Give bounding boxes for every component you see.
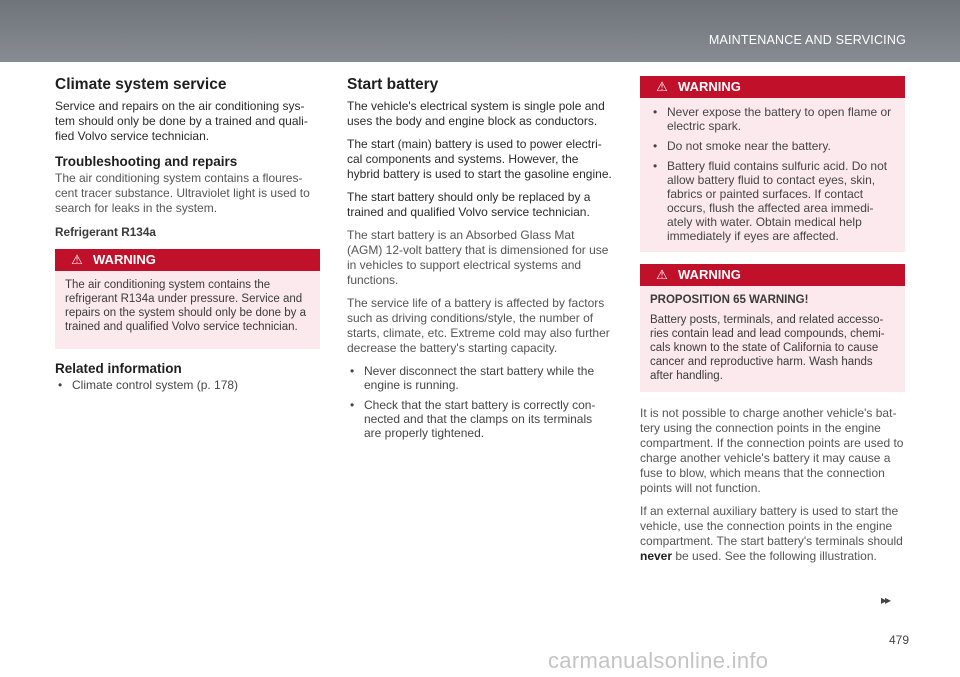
warning-body xyxy=(640,98,905,252)
bullet-icon: • xyxy=(653,159,658,173)
troubleshooting-heading: Troubleshooting and repairs xyxy=(55,154,238,169)
battery-paragraph-3: The start battery should only be replaced by a trained and qualified Volvo service technician. xyxy=(347,190,591,219)
warning-text: The air conditioning system contains the refrigerant R134a under pressure. Service and repairs on the system should only be done by a trained and qualified Volvo service technician. xyxy=(65,279,307,333)
next-page-arrow-icon[interactable]: ▸▸ xyxy=(881,593,890,607)
bullet-icon: • xyxy=(653,139,658,153)
list-item: • Battery fluid contains sulfuric acid. Do not allow battery fluid to contact eyes, skin, fabrics or painted surfaces. If contact occurs, flush the affected area immedi- ately with water. Obtain medical help immediately if eyes are affected. xyxy=(653,159,888,243)
warning-title: WARNING xyxy=(93,252,156,267)
battery-bullet-list xyxy=(347,364,612,440)
auxiliary-battery-paragraph: If an external auxiliary battery is used to start the vehicle, use the connection points in the engine compartment. The start battery's terminals should never be used. See the following illustration. xyxy=(640,504,903,563)
proposition-65-text: Battery posts, terminals, and related accesso- ries contain lead and lead compounds, chemi- cals known to the state of California to cause cancer and reproductive harm. Wash hands after handling. xyxy=(650,314,885,382)
battery-paragraph-1: The vehicle's electrical system is single pole and uses the body and engine block as conductors. xyxy=(347,99,605,128)
proposition-65-warning-box xyxy=(640,264,905,392)
start-battery-heading: Start battery xyxy=(347,76,439,93)
column-climate-service xyxy=(55,76,320,400)
list-item: • Never disconnect the start battery while the engine is running. xyxy=(350,364,595,392)
battery-safety-warning-box xyxy=(640,76,905,252)
list-item: • Never expose the battery to open flame or electric spark. xyxy=(653,105,892,133)
list-item: • Do not smoke near the battery. xyxy=(653,139,831,153)
column-start-battery xyxy=(347,76,612,448)
watermark: carmanualsonline.info xyxy=(548,648,769,673)
list-item: • Check that the start battery is correctly con- nected and that the clamps on its terminals are properly tightened. xyxy=(350,398,596,440)
warning-triangle-icon: ⚠ xyxy=(71,252,83,267)
battery-paragraph-2: The start (main) battery is used to power electri- cal components and systems. However, the hybrid battery is used to start the gasoline engine. xyxy=(347,137,612,181)
column-battery-warnings xyxy=(640,76,905,572)
warning-triangle-icon: ⚠ xyxy=(656,79,668,94)
warning-title: WARNING xyxy=(678,267,741,282)
warning-header xyxy=(55,249,320,271)
warning-list xyxy=(650,105,895,243)
bullet-icon: • xyxy=(350,364,355,378)
section-title: MAINTENANCE AND SERVICING xyxy=(708,33,906,47)
troubleshooting-text: The air conditioning system contains a floures- cent tracer substance. Ultraviolet light is used to search for leaks in the system. xyxy=(55,171,310,215)
emphasis-never: never xyxy=(640,549,673,563)
warning-body xyxy=(55,271,320,349)
warning-triangle-icon: ⚠ xyxy=(656,267,668,282)
battery-paragraph-5: The service life of a battery is affected by factors such as driving conditions/style, the number of starts, climate, etc. Extreme cold may also further decrease the battery's starting capacity. xyxy=(347,296,610,355)
refrigerant-heading: Refrigerant R134a xyxy=(55,225,156,239)
refrigerant-warning-box xyxy=(55,249,320,349)
warning-header xyxy=(640,76,905,98)
bullet-icon: • xyxy=(58,378,63,392)
bullet-icon: • xyxy=(653,105,658,119)
climate-service-heading: Climate system service xyxy=(55,76,227,93)
battery-paragraph-4: The start battery is an Absorbed Glass Mat (AGM) 12-volt battery that is dimensioned for use in vehicles to support electrical systems and functions. xyxy=(347,228,609,287)
proposition-65-title: PROPOSITION 65 WARNING! xyxy=(650,294,809,306)
charging-paragraph: It is not possible to charge another vehicle's bat- tery using the connection points in the engine compartment. If the connection points are used to charge another vehicle's battery it may cause a fuse to blow, which means that the connection points will not function. xyxy=(640,406,904,495)
warning-title: WARNING xyxy=(678,79,741,94)
bullet-icon: • xyxy=(350,398,355,412)
climate-service-intro: Service and repairs on the air conditioning sys- tem should only be done by a trained and quali- fied Volvo service technician. xyxy=(55,99,308,143)
related-information-heading: Related information xyxy=(55,361,182,376)
warning-body xyxy=(640,286,905,392)
page-number: 479 xyxy=(889,633,910,647)
page-header xyxy=(0,0,960,62)
warning-header xyxy=(640,264,905,286)
related-link-climate-control[interactable]: • Climate control system (p. 178) xyxy=(58,378,239,392)
related-information-list xyxy=(55,378,320,392)
